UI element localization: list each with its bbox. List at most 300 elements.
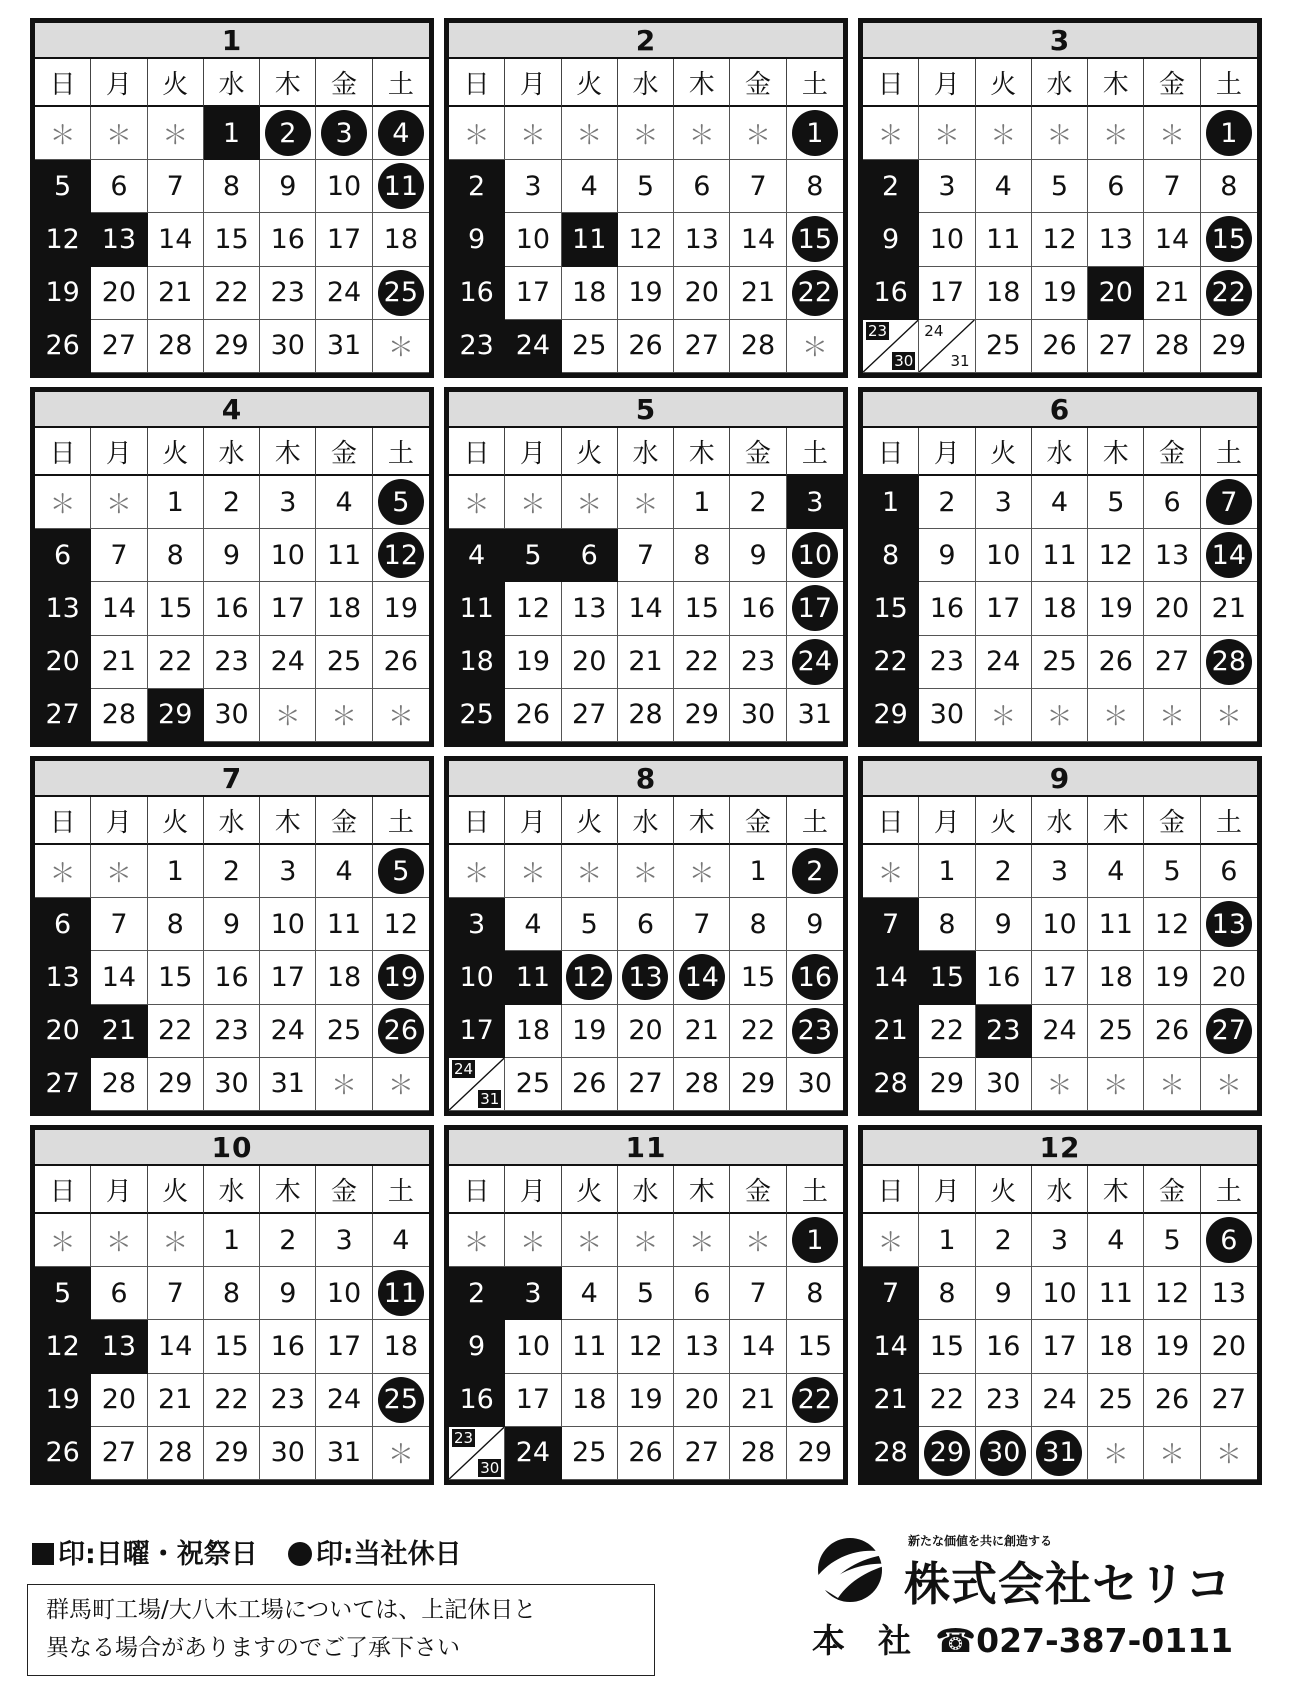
empty-day bbox=[35, 845, 91, 898]
day: 18 bbox=[373, 213, 429, 266]
day: 6 bbox=[1088, 160, 1144, 213]
sunday-day: 16 bbox=[449, 1374, 505, 1427]
weekday-header: 日 bbox=[35, 797, 91, 845]
weekday-header: 金 bbox=[1144, 797, 1200, 845]
day: 28 bbox=[91, 1058, 147, 1111]
sunday-day: 11 bbox=[449, 582, 505, 635]
weekday-header: 水 bbox=[1032, 1166, 1088, 1214]
day: 20 bbox=[618, 1005, 674, 1058]
empty-day bbox=[91, 845, 147, 898]
asterisk-icon: ＊ bbox=[387, 1440, 414, 1471]
asterisk-icon: ＊ bbox=[49, 858, 76, 889]
day: 26 bbox=[1144, 1374, 1200, 1427]
company-holiday-circle: 22 bbox=[1206, 270, 1252, 316]
month-title: 1 bbox=[35, 23, 429, 59]
empty-day bbox=[148, 1214, 204, 1267]
day: 5 bbox=[562, 898, 618, 951]
sunday-day: 16 bbox=[449, 267, 505, 320]
company-holiday-day bbox=[787, 1214, 843, 1267]
company-holiday-circle: 22 bbox=[792, 1377, 838, 1423]
day: 4 bbox=[505, 898, 561, 951]
asterisk-icon: ＊ bbox=[576, 1227, 603, 1258]
sunday-day: 16 bbox=[863, 267, 919, 320]
company-holiday-circle: 13 bbox=[622, 954, 668, 1000]
day: 1 bbox=[674, 476, 730, 529]
day: 12 bbox=[1032, 213, 1088, 266]
day: 11 bbox=[1088, 898, 1144, 951]
day: 14 bbox=[618, 582, 674, 635]
empty-day bbox=[863, 845, 919, 898]
asterisk-icon: ＊ bbox=[387, 702, 414, 733]
weekday-header: 月 bbox=[505, 428, 561, 476]
empty-day bbox=[373, 320, 429, 373]
empty-day bbox=[976, 107, 1032, 160]
asterisk-icon: ＊ bbox=[274, 702, 301, 733]
company-holiday-day bbox=[787, 213, 843, 266]
day: 17 bbox=[316, 1320, 372, 1373]
day: 25 bbox=[316, 636, 372, 689]
day: 9 bbox=[976, 898, 1032, 951]
day: 27 bbox=[674, 1427, 730, 1480]
day: 4 bbox=[1088, 1214, 1144, 1267]
weekday-header: 月 bbox=[919, 428, 975, 476]
month-12 bbox=[858, 1125, 1262, 1485]
weekday-header: 日 bbox=[863, 428, 919, 476]
split-day bbox=[863, 320, 919, 373]
company-holiday-day bbox=[674, 951, 730, 1004]
day: 13 bbox=[1201, 1267, 1257, 1320]
day: 24 bbox=[260, 1005, 316, 1058]
day: 18 bbox=[1088, 1320, 1144, 1373]
day: 19 bbox=[373, 582, 429, 635]
day: 22 bbox=[730, 1005, 786, 1058]
asterisk-icon: ＊ bbox=[745, 1227, 772, 1258]
day: 20 bbox=[91, 1374, 147, 1427]
day: 6 bbox=[91, 1267, 147, 1320]
day: 28 bbox=[674, 1058, 730, 1111]
asterisk-icon: ＊ bbox=[1102, 1440, 1129, 1471]
day: 25 bbox=[1088, 1005, 1144, 1058]
empty-day bbox=[1201, 1427, 1257, 1480]
sunday-day: 2 bbox=[863, 160, 919, 213]
day: 14 bbox=[148, 1320, 204, 1373]
company-holiday-circle: 28 bbox=[1206, 639, 1252, 685]
day: 28 bbox=[1144, 320, 1200, 373]
day: 18 bbox=[1088, 951, 1144, 1004]
day: 9 bbox=[976, 1267, 1032, 1320]
weekday-header: 日 bbox=[449, 59, 505, 107]
day: 6 bbox=[1201, 845, 1257, 898]
sunday-day: 6 bbox=[35, 898, 91, 951]
sunday-day: 26 bbox=[35, 1427, 91, 1480]
day: 14 bbox=[1144, 213, 1200, 266]
day: 10 bbox=[1032, 898, 1088, 951]
day: 28 bbox=[148, 1427, 204, 1480]
day: 31 bbox=[260, 1058, 316, 1111]
day: 25 bbox=[976, 320, 1032, 373]
company-holiday-circle: 31 bbox=[1036, 1430, 1082, 1476]
weekday-header: 木 bbox=[1088, 797, 1144, 845]
public-holiday-day: 13 bbox=[91, 213, 147, 266]
asterisk-icon: ＊ bbox=[1159, 1440, 1186, 1471]
empty-day bbox=[373, 689, 429, 742]
company-holiday-day bbox=[787, 529, 843, 582]
day: 24 bbox=[260, 636, 316, 689]
day: 18 bbox=[562, 267, 618, 320]
day: 16 bbox=[919, 582, 975, 635]
company-holiday-day bbox=[373, 1267, 429, 1320]
weekday-header: 月 bbox=[505, 59, 561, 107]
day: 7 bbox=[674, 898, 730, 951]
month-11 bbox=[444, 1125, 848, 1485]
day: 5 bbox=[1144, 845, 1200, 898]
weekday-header: 土 bbox=[787, 59, 843, 107]
day: 18 bbox=[316, 582, 372, 635]
day: 31 bbox=[787, 689, 843, 742]
sunday-day: 10 bbox=[449, 951, 505, 1004]
empty-day bbox=[449, 476, 505, 529]
company-holiday-circle: 25 bbox=[378, 1377, 424, 1423]
day: 20 bbox=[562, 636, 618, 689]
day: 9 bbox=[204, 898, 260, 951]
company-logo bbox=[812, 1530, 1262, 1610]
sunday-day: 4 bbox=[449, 529, 505, 582]
company-holiday-day bbox=[373, 529, 429, 582]
day: 17 bbox=[976, 582, 1032, 635]
day: 10 bbox=[260, 898, 316, 951]
company-holiday-day bbox=[1032, 1427, 1088, 1480]
day: 3 bbox=[1032, 845, 1088, 898]
day: 4 bbox=[1088, 845, 1144, 898]
weekday-header: 月 bbox=[505, 797, 561, 845]
day: 25 bbox=[505, 1058, 561, 1111]
empty-day bbox=[1088, 1058, 1144, 1111]
weekday-header: 日 bbox=[449, 1166, 505, 1214]
day: 17 bbox=[505, 267, 561, 320]
asterisk-icon: ＊ bbox=[162, 1227, 189, 1258]
day: 26 bbox=[618, 1427, 674, 1480]
asterisk-icon: ＊ bbox=[519, 1227, 546, 1258]
company-holiday-day bbox=[373, 160, 429, 213]
day: 8 bbox=[204, 160, 260, 213]
day: 17 bbox=[1032, 1320, 1088, 1373]
sunday-day: 8 bbox=[863, 529, 919, 582]
company-holiday-circle: 27 bbox=[1206, 1008, 1252, 1054]
weekday-header: 水 bbox=[618, 59, 674, 107]
empty-day bbox=[91, 107, 147, 160]
public-holiday-day: 24 bbox=[505, 1427, 561, 1480]
day: 13 bbox=[1144, 529, 1200, 582]
day: 30 bbox=[919, 689, 975, 742]
day: 23 bbox=[204, 636, 260, 689]
weekday-header: 火 bbox=[562, 428, 618, 476]
day: 16 bbox=[730, 582, 786, 635]
day: 14 bbox=[730, 1320, 786, 1373]
asterisk-icon: ＊ bbox=[1159, 1071, 1186, 1102]
company-holiday-day bbox=[787, 582, 843, 635]
company-holiday-day bbox=[1201, 636, 1257, 689]
empty-day bbox=[562, 1214, 618, 1267]
empty-day bbox=[919, 107, 975, 160]
day: 8 bbox=[919, 898, 975, 951]
asterisk-icon: ＊ bbox=[1159, 702, 1186, 733]
day: 13 bbox=[674, 213, 730, 266]
factory-note: 群馬町工場/大八木工場については、上記休日と 異なる場合がありますのでご了承下さい bbox=[27, 1584, 655, 1676]
empty-day bbox=[148, 107, 204, 160]
asterisk-icon: ＊ bbox=[632, 489, 659, 520]
empty-day bbox=[316, 689, 372, 742]
day: 19 bbox=[618, 1374, 674, 1427]
day: 8 bbox=[148, 529, 204, 582]
day: 26 bbox=[1088, 636, 1144, 689]
empty-day bbox=[863, 1214, 919, 1267]
empty-day bbox=[35, 107, 91, 160]
month-4 bbox=[30, 387, 434, 747]
empty-day bbox=[1201, 1058, 1257, 1111]
day: 9 bbox=[204, 529, 260, 582]
company-holiday-circle: 22 bbox=[792, 270, 838, 316]
day: 20 bbox=[674, 1374, 730, 1427]
sunday-day: 21 bbox=[863, 1374, 919, 1427]
day: 8 bbox=[730, 898, 786, 951]
day: 15 bbox=[148, 951, 204, 1004]
company-holiday-day bbox=[1201, 1214, 1257, 1267]
day: 26 bbox=[373, 636, 429, 689]
company-holiday-day bbox=[1201, 476, 1257, 529]
month-8 bbox=[444, 756, 848, 1116]
asterisk-icon: ＊ bbox=[688, 858, 715, 889]
day: 17 bbox=[919, 267, 975, 320]
day: 18 bbox=[1032, 582, 1088, 635]
asterisk-icon: ＊ bbox=[463, 1227, 490, 1258]
public-holiday-day: 23 bbox=[976, 1005, 1032, 1058]
public-holiday-day: 11 bbox=[505, 951, 561, 1004]
day: 10 bbox=[505, 1320, 561, 1373]
sunday-day: 5 bbox=[35, 1267, 91, 1320]
weekday-header: 水 bbox=[1032, 59, 1088, 107]
day: 30 bbox=[730, 689, 786, 742]
weekday-header: 火 bbox=[148, 59, 204, 107]
public-holiday-day: 5 bbox=[505, 529, 561, 582]
weekday-header: 木 bbox=[1088, 428, 1144, 476]
company-holiday-day bbox=[787, 1005, 843, 1058]
company-holiday-day bbox=[373, 1005, 429, 1058]
day: 31 bbox=[316, 1427, 372, 1480]
company-holiday-day bbox=[373, 476, 429, 529]
day: 7 bbox=[618, 529, 674, 582]
asterisk-icon: ＊ bbox=[576, 858, 603, 889]
day: 21 bbox=[1201, 582, 1257, 635]
empty-day bbox=[1088, 689, 1144, 742]
day: 10 bbox=[316, 160, 372, 213]
empty-day bbox=[618, 1214, 674, 1267]
weekday-header: 金 bbox=[730, 428, 786, 476]
day: 16 bbox=[204, 582, 260, 635]
empty-day bbox=[91, 476, 147, 529]
company-holiday-circle: 6 bbox=[1206, 1217, 1252, 1263]
day: 14 bbox=[91, 582, 147, 635]
weekday-header: 火 bbox=[562, 59, 618, 107]
empty-day bbox=[373, 1058, 429, 1111]
sunday-day: 5 bbox=[35, 160, 91, 213]
day: 23 bbox=[260, 1374, 316, 1427]
day: 8 bbox=[1201, 160, 1257, 213]
sunday-day: 21 bbox=[863, 1005, 919, 1058]
split-day-bottom: 31 bbox=[480, 1090, 500, 1108]
day: 29 bbox=[1201, 320, 1257, 373]
day: 24 bbox=[976, 636, 1032, 689]
public-holiday-day: 3 bbox=[787, 476, 843, 529]
weekday-header: 月 bbox=[919, 59, 975, 107]
empty-day bbox=[260, 689, 316, 742]
company-holiday-circle: 15 bbox=[1206, 216, 1252, 262]
weekday-header: 水 bbox=[1032, 428, 1088, 476]
company-holiday-day bbox=[373, 267, 429, 320]
day: 3 bbox=[1032, 1214, 1088, 1267]
day: 25 bbox=[562, 1427, 618, 1480]
day: 10 bbox=[316, 1267, 372, 1320]
day: 10 bbox=[976, 529, 1032, 582]
day: 30 bbox=[260, 1427, 316, 1480]
asterisk-icon: ＊ bbox=[49, 120, 76, 151]
day: 14 bbox=[730, 213, 786, 266]
company-holiday-circle: 4 bbox=[378, 110, 424, 156]
sunday-day: 13 bbox=[35, 582, 91, 635]
day: 16 bbox=[204, 951, 260, 1004]
day: 6 bbox=[618, 898, 674, 951]
weekday-header: 木 bbox=[260, 428, 316, 476]
sunday-day: 7 bbox=[863, 898, 919, 951]
company-holiday-circle: 11 bbox=[378, 1270, 424, 1316]
empty-day bbox=[449, 845, 505, 898]
day: 8 bbox=[204, 1267, 260, 1320]
day: 22 bbox=[204, 1374, 260, 1427]
weekday-header: 水 bbox=[204, 797, 260, 845]
empty-day bbox=[505, 1214, 561, 1267]
asterisk-icon: ＊ bbox=[463, 120, 490, 151]
weekday-header: 日 bbox=[35, 59, 91, 107]
day: 30 bbox=[976, 1058, 1032, 1111]
asterisk-icon: ＊ bbox=[990, 702, 1017, 733]
asterisk-icon: ＊ bbox=[632, 858, 659, 889]
day: 2 bbox=[919, 476, 975, 529]
day: 15 bbox=[204, 1320, 260, 1373]
day: 21 bbox=[618, 636, 674, 689]
day: 25 bbox=[316, 1005, 372, 1058]
month-7 bbox=[30, 756, 434, 1116]
sunday-day: 12 bbox=[35, 1320, 91, 1373]
asterisk-icon: ＊ bbox=[105, 858, 132, 889]
asterisk-icon: ＊ bbox=[519, 489, 546, 520]
day: 22 bbox=[148, 636, 204, 689]
empty-day bbox=[1144, 107, 1200, 160]
empty-day bbox=[618, 845, 674, 898]
day: 18 bbox=[505, 1005, 561, 1058]
day: 22 bbox=[148, 1005, 204, 1058]
public-holiday-day: 21 bbox=[91, 1005, 147, 1058]
day: 5 bbox=[1032, 160, 1088, 213]
day: 2 bbox=[976, 1214, 1032, 1267]
company-holiday-circle: 1 bbox=[792, 1217, 838, 1263]
company-holiday-day bbox=[1201, 529, 1257, 582]
day: 21 bbox=[730, 267, 786, 320]
day: 22 bbox=[674, 636, 730, 689]
day: 21 bbox=[1144, 267, 1200, 320]
asterisk-icon: ＊ bbox=[632, 1227, 659, 1258]
asterisk-icon: ＊ bbox=[387, 1071, 414, 1102]
day: 23 bbox=[204, 1005, 260, 1058]
empty-day bbox=[787, 320, 843, 373]
legend-sunday: 印:日曜・祝祭日 bbox=[32, 1532, 258, 1571]
day: 11 bbox=[562, 1320, 618, 1373]
day: 20 bbox=[1201, 1320, 1257, 1373]
asterisk-icon: ＊ bbox=[1159, 120, 1186, 151]
asterisk-icon: ＊ bbox=[688, 1227, 715, 1258]
company-holiday-circle: 7 bbox=[1206, 479, 1252, 525]
company-holiday-circle: 5 bbox=[378, 848, 424, 894]
company-name: 株式会社セリコ bbox=[904, 1557, 1233, 1611]
day: 18 bbox=[976, 267, 1032, 320]
day: 23 bbox=[919, 636, 975, 689]
day: 15 bbox=[674, 582, 730, 635]
weekday-header: 火 bbox=[148, 428, 204, 476]
day: 19 bbox=[1144, 1320, 1200, 1373]
split-day-top: 24 bbox=[924, 321, 944, 340]
day: 19 bbox=[562, 1005, 618, 1058]
sunday-day: 28 bbox=[863, 1058, 919, 1111]
day: 2 bbox=[204, 476, 260, 529]
day: 11 bbox=[1088, 1267, 1144, 1320]
weekday-header: 月 bbox=[505, 1166, 561, 1214]
weekday-header: 日 bbox=[35, 428, 91, 476]
sunday-day: 23 bbox=[449, 320, 505, 373]
day: 16 bbox=[260, 213, 316, 266]
day: 29 bbox=[919, 1058, 975, 1111]
company-holiday-circle: 15 bbox=[792, 216, 838, 262]
asterisk-icon: ＊ bbox=[745, 120, 772, 151]
day: 17 bbox=[316, 213, 372, 266]
empty-day bbox=[35, 1214, 91, 1267]
day: 1 bbox=[148, 476, 204, 529]
day: 16 bbox=[260, 1320, 316, 1373]
empty-day bbox=[1032, 107, 1088, 160]
empty-day bbox=[1144, 1427, 1200, 1480]
weekday-header: 火 bbox=[562, 1166, 618, 1214]
sunday-day: 7 bbox=[863, 1267, 919, 1320]
empty-day bbox=[373, 1427, 429, 1480]
weekday-header: 土 bbox=[1201, 59, 1257, 107]
company-holiday-day bbox=[787, 951, 843, 1004]
day: 12 bbox=[618, 1320, 674, 1373]
company-holiday-circle: 19 bbox=[378, 954, 424, 1000]
day: 1 bbox=[148, 845, 204, 898]
company-holiday-day bbox=[1201, 1005, 1257, 1058]
day: 25 bbox=[1032, 636, 1088, 689]
weekday-header: 火 bbox=[148, 797, 204, 845]
day: 19 bbox=[1088, 582, 1144, 635]
day: 16 bbox=[976, 951, 1032, 1004]
day: 27 bbox=[1144, 636, 1200, 689]
day: 13 bbox=[562, 582, 618, 635]
company-holiday-circle: 10 bbox=[792, 532, 838, 578]
day: 24 bbox=[316, 267, 372, 320]
day: 27 bbox=[1088, 320, 1144, 373]
asterisk-icon: ＊ bbox=[1046, 1071, 1073, 1102]
day: 23 bbox=[976, 1374, 1032, 1427]
day: 27 bbox=[674, 320, 730, 373]
weekday-header: 木 bbox=[1088, 59, 1144, 107]
day: 21 bbox=[91, 636, 147, 689]
